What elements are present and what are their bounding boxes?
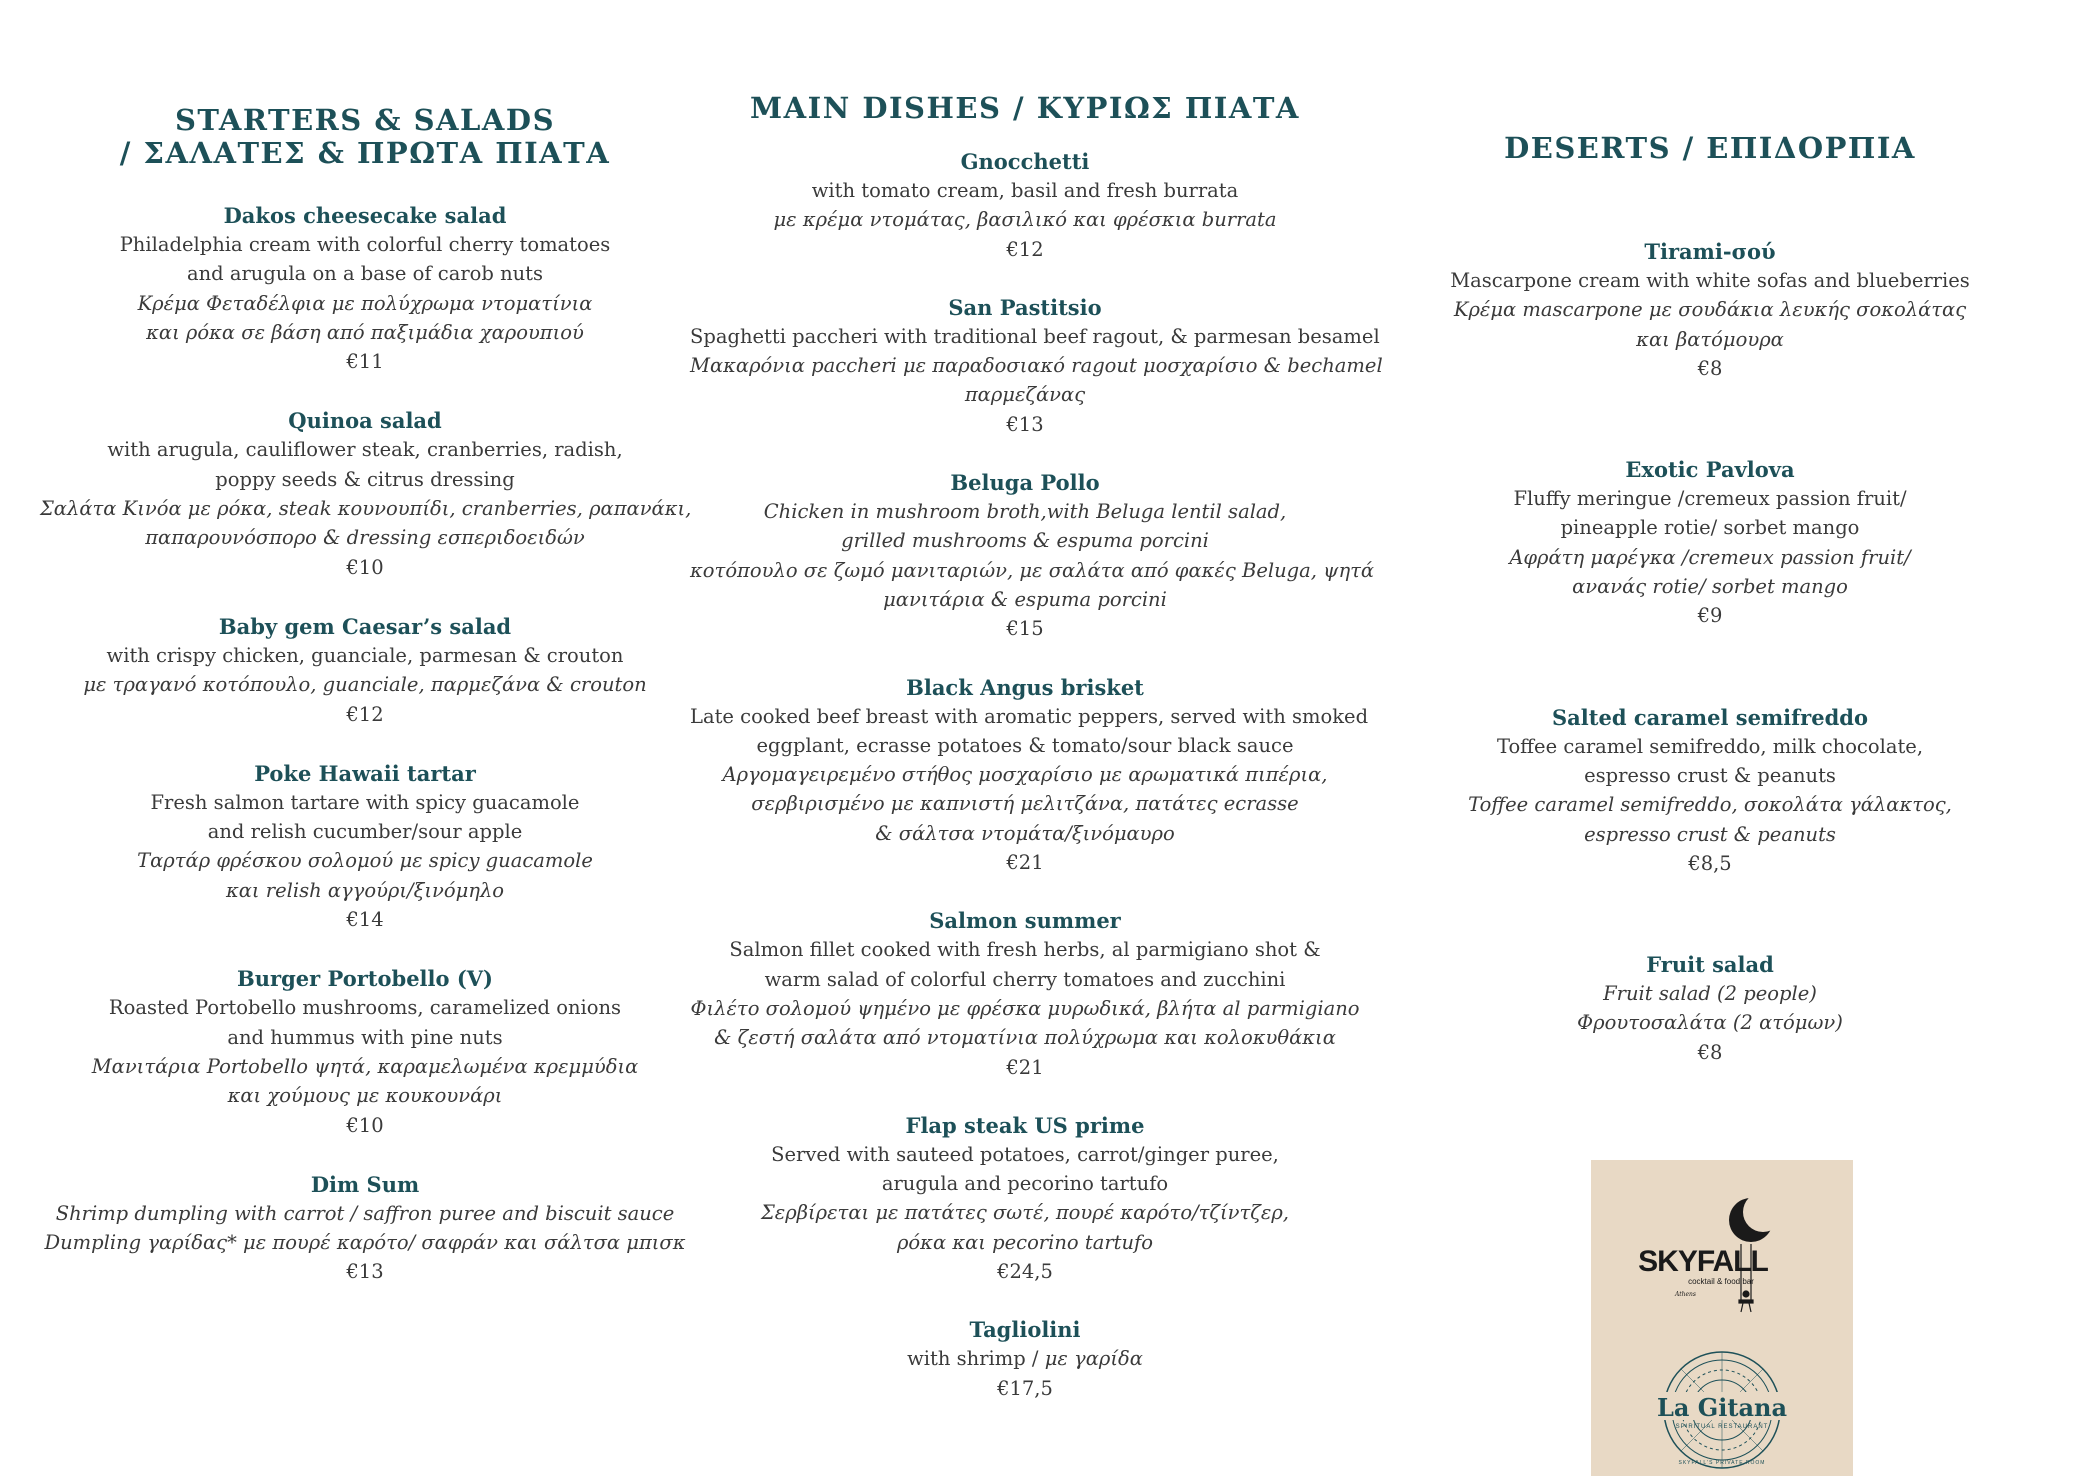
menu-item	[690, 906, 1360, 1081]
dish-description: eggplant, ecrasse potatoes & tomato/sour black sauce	[756, 733, 1294, 757]
dish-description: with tomato cream, basil and fresh burrata	[811, 179, 1239, 202]
dish-description-italic: Κρέμα mascarpone με σουδάκια λευκής σοκολάτας	[1453, 298, 1967, 322]
dish-description: espresso crust & peanuts	[1584, 763, 1836, 787]
dish-description-italic: Dumpling γαρίδας* με πουρέ καρότο/ σαφράν και σάλτσα μπισκ	[44, 1231, 686, 1255]
dish-description: with crispy chicken, guanciale, parmesan & crouton	[106, 643, 624, 667]
dish-description-italic: σερβιρισμένο με καπνιστή μελιτζάνα, πατάτες ecrasse	[751, 792, 1299, 816]
dish-description-italic: & σάλτσα ντομάτα/ξινόμαυρο	[875, 821, 1175, 845]
menu-item	[690, 1315, 1360, 1403]
dish-description-italic: Κρέμα Φεταδέλφια με πολύχρωμα ντοματίνια	[137, 291, 593, 315]
dish-price: €8	[1697, 1040, 1723, 1064]
dish-price: €13	[1006, 412, 1044, 436]
starters-column	[40, 104, 690, 1317]
menu-item	[1400, 237, 2020, 383]
dish-description-italic: με τραγανό κοτόπουλο, guanciale, παρμεζάνα & crouton	[83, 673, 647, 697]
gitana-subtitle: SPIRITUAL RESTAURANT	[1675, 1424, 1769, 1430]
menu-item	[40, 964, 690, 1139]
dish-name: Flap steak US prime	[905, 1112, 1145, 1138]
dish-name: Burger Portobello (V)	[237, 966, 493, 992]
dish-price: €14	[346, 908, 384, 932]
dish-description: poppy seeds & citrus dressing	[215, 467, 515, 491]
desserts-column	[1400, 132, 2020, 1139]
dish-name: Salted caramel semifreddo	[1552, 704, 1868, 730]
dish-description-italic: Φρουτοσαλάτα (2 ατόμων)	[1577, 1011, 1843, 1035]
dish-description-italic: Φιλέτο σολομού ψημένο με φρέσκα μυρωδικά, βλήτα al parmigiano	[690, 996, 1360, 1020]
dish-price: €13	[346, 1260, 384, 1284]
mains-title: MAIN DISHES / ΚΥΡΙΩΣ ΠΙΑΤΑ	[750, 91, 1300, 125]
desserts-list	[1400, 237, 2020, 1067]
dish-description-italic: espresso crust & peanuts	[1584, 822, 1836, 846]
dish-price: €21	[1006, 851, 1044, 875]
dish-name: Fruit salad	[1646, 952, 1774, 978]
dish-description-italic: Σαλάτα Κινόα με ρόκα, steak κουνουπίδι, cranberries, ραπανάκι,	[40, 497, 692, 521]
starters-list	[40, 201, 690, 1287]
dish-description-italic: με κρέμα ντομάτας, βασιλικό και φρέσκια burrata	[773, 208, 1277, 232]
dish-description: with arugula, cauliflower steak, cranberries, radish,	[107, 438, 623, 462]
dish-price: €10	[346, 1113, 384, 1137]
dish-description-italic: Toffee caramel semifreddo, σοκολάτα γάλακτος,	[1468, 793, 1952, 817]
dish-description: warm salad of colorful cherry tomatoes and zucchini	[764, 967, 1286, 991]
dish-description-italic: κοτόπουλο σε ζωμό μανιταριών, με σαλάτα από φακές Beluga, ψητά	[690, 558, 1375, 582]
dish-description: Mascarpone cream with white sofas and blueberries	[1450, 269, 1970, 292]
dish-description-italic: Μανιτάρια Portobello ψητά, καραμελωμένα κρεμμύδια	[91, 1054, 639, 1078]
menu-item	[40, 759, 690, 934]
menu-item	[690, 147, 1360, 264]
moon-icon	[1729, 1192, 1783, 1242]
dish-description-italic: και relish αγγούρι/ξινόμηλο	[225, 878, 505, 902]
dish-description: Late cooked beef breast with aromatic peppers, served with smoked	[690, 704, 1369, 728]
dish-description-italic: παρμεζάνας	[964, 383, 1086, 407]
gitana-wordmark: La Gitana	[1656, 1393, 1788, 1422]
desserts-title: DESERTS / ΕΠΙΔΟΡΠΙΑ	[1504, 131, 1916, 165]
dish-price: €9	[1697, 604, 1723, 628]
dish-description-italic: & ζεστή σαλάτα από ντοματίνια πολύχρωμα και κολοκυθάκια	[714, 1026, 1336, 1050]
dish-name: Quinoa salad	[288, 408, 442, 434]
dish-description-italic: ανανάς rotie/ sorbet mango	[1572, 575, 1848, 599]
dish-price: €12	[1006, 237, 1044, 261]
skyfall-script: Athens	[1675, 1291, 1696, 1298]
dish-description-italic: Σερβίρεται με πατάτες σωτέ, πουρέ καρότο/τζίντζερ,	[760, 1201, 1289, 1225]
logos-graphic	[1591, 1160, 1853, 1476]
dish-description: arugula and pecorino tartufo	[881, 1172, 1169, 1196]
dish-name: San Pastitsio	[948, 294, 1102, 320]
menu-item	[40, 406, 690, 581]
skyfall-wordmark: SKYFALL	[1638, 1245, 1768, 1278]
menu-item	[690, 293, 1383, 439]
dish-description: Philadelphia cream with colorful cherry tomatoes	[119, 233, 611, 256]
dish-price: €24,5	[997, 1260, 1053, 1284]
menu-item	[40, 612, 690, 729]
dish-description: and hummus with pine nuts	[227, 1025, 503, 1049]
mains-list	[690, 147, 1383, 1403]
dish-description-italic: και ρόκα σε βάση από παξιμάδια χαρουπιού	[146, 320, 584, 344]
dish-description: and relish cucumber/sour apple	[207, 820, 523, 844]
menu-item	[690, 1111, 1360, 1286]
menu-item	[1400, 455, 2020, 630]
dish-description-italic: και χούμους με κουκουνάρι	[227, 1084, 503, 1108]
skyfall-subtitle: cocktail & food bar	[1688, 1277, 1754, 1286]
dish-description-english: with shrimp /	[907, 1347, 1045, 1371]
menu-item	[1400, 703, 2020, 878]
dish-price: €10	[346, 555, 384, 579]
menu-item	[1400, 950, 2020, 1067]
dish-description-italic: μανιτάρια & espuma porcini	[883, 587, 1167, 611]
dish-description-italic: Ταρτάρ φρέσκου σολομού με spicy guacamole	[137, 849, 593, 873]
dish-description	[690, 1344, 1360, 1373]
dish-name: Salmon summer	[929, 908, 1121, 934]
dish-name: Beluga Pollo	[950, 470, 1100, 496]
menu-item	[690, 673, 1369, 878]
dish-description: pineapple rotie/ sorbet mango	[1560, 516, 1860, 540]
dish-name: Gnocchetti	[960, 149, 1090, 174]
dish-price: €21	[1006, 1055, 1044, 1079]
dish-name: Dim Sum	[310, 1171, 420, 1197]
dish-name: Baby gem Caesar’s salad	[218, 613, 512, 639]
dish-price: €15	[1006, 617, 1044, 641]
starters-title: STARTERS & SALADS / ΣΑΛΑΤΕΣ & ΠΡΩΤΑ ΠΙΑΤΑ	[119, 103, 611, 170]
logo-panel	[1591, 1160, 1853, 1476]
dish-description-italic: Chicken in mushroom broth,with Beluga lentil salad,	[763, 500, 1287, 524]
menu-item	[40, 1170, 690, 1287]
dish-description-italic: παπαρουνόσπορο & dressing εσπεριδοειδών	[145, 526, 585, 550]
dish-price: €17,5	[997, 1376, 1053, 1400]
dish-name: Black Angus brisket	[906, 674, 1144, 700]
dish-name: Tagliolini	[969, 1317, 1081, 1343]
dish-price: €8,5	[1688, 851, 1732, 875]
dish-description: and arugula on a base of carob nuts	[186, 262, 544, 286]
menu-item	[40, 201, 690, 376]
dish-name: Poke Hawaii tartar	[254, 760, 476, 786]
gitana-ring-text: SKYFALL'S PRIVATE ROOM	[1678, 1460, 1766, 1466]
dish-description-greek: με γαρίδα	[1044, 1347, 1143, 1371]
dish-name: Exotic Pavlova	[1625, 457, 1795, 483]
dish-description-italic: Αργομαγειρεμένο στήθος μοσχαρίσιο με αρωματικά πιπέρια,	[722, 763, 1328, 787]
dish-description-italic: Μακαρόνια paccheri με παραδοσιακό ragout μοσχαρίσιο & bechamel	[690, 354, 1383, 378]
dish-price: €11	[346, 350, 384, 374]
dish-description: Roasted Portobello mushrooms, caramelized onions	[108, 996, 622, 1020]
dish-description: Salmon fillet cooked with fresh herbs, al parmigiano shot &	[729, 938, 1321, 962]
dish-description-italic: και βατόμουρα	[1636, 327, 1784, 351]
mains-column	[690, 91, 1383, 1432]
dish-price: €12	[346, 702, 384, 726]
dish-description-italic: grilled mushrooms & espuma porcini	[841, 529, 1209, 553]
dish-description-italic: Fruit salad (2 people)	[1603, 982, 1817, 1006]
dish-description-italic: Αφράτη μαρέγκα /cremeux passion fruit/	[1509, 545, 1911, 569]
dish-description: Fresh salmon tartare with spicy guacamole	[150, 790, 580, 814]
menu-item	[690, 468, 1375, 643]
dish-description: Served with sauteed potatoes, carrot/ginger puree,	[771, 1142, 1279, 1166]
dish-description: Spaghetti paccheri with traditional beef ragout, & parmesan besamel	[690, 324, 1380, 348]
dish-price: €8	[1697, 356, 1723, 380]
dish-description-italic: Shrimp dumpling with carrot / saffron puree and biscuit sauce	[55, 1201, 675, 1225]
dish-name: Dakos cheesecake salad	[223, 203, 507, 228]
dish-description-italic: ρόκα και pecorino tartufo	[896, 1230, 1154, 1254]
dish-description: Fluffy meringue /cremeux passion fruit/	[1513, 487, 1907, 511]
dish-description: Toffee caramel semifreddo, milk chocolate,	[1496, 734, 1924, 758]
dish-name: Tirami-σού	[1644, 239, 1776, 264]
